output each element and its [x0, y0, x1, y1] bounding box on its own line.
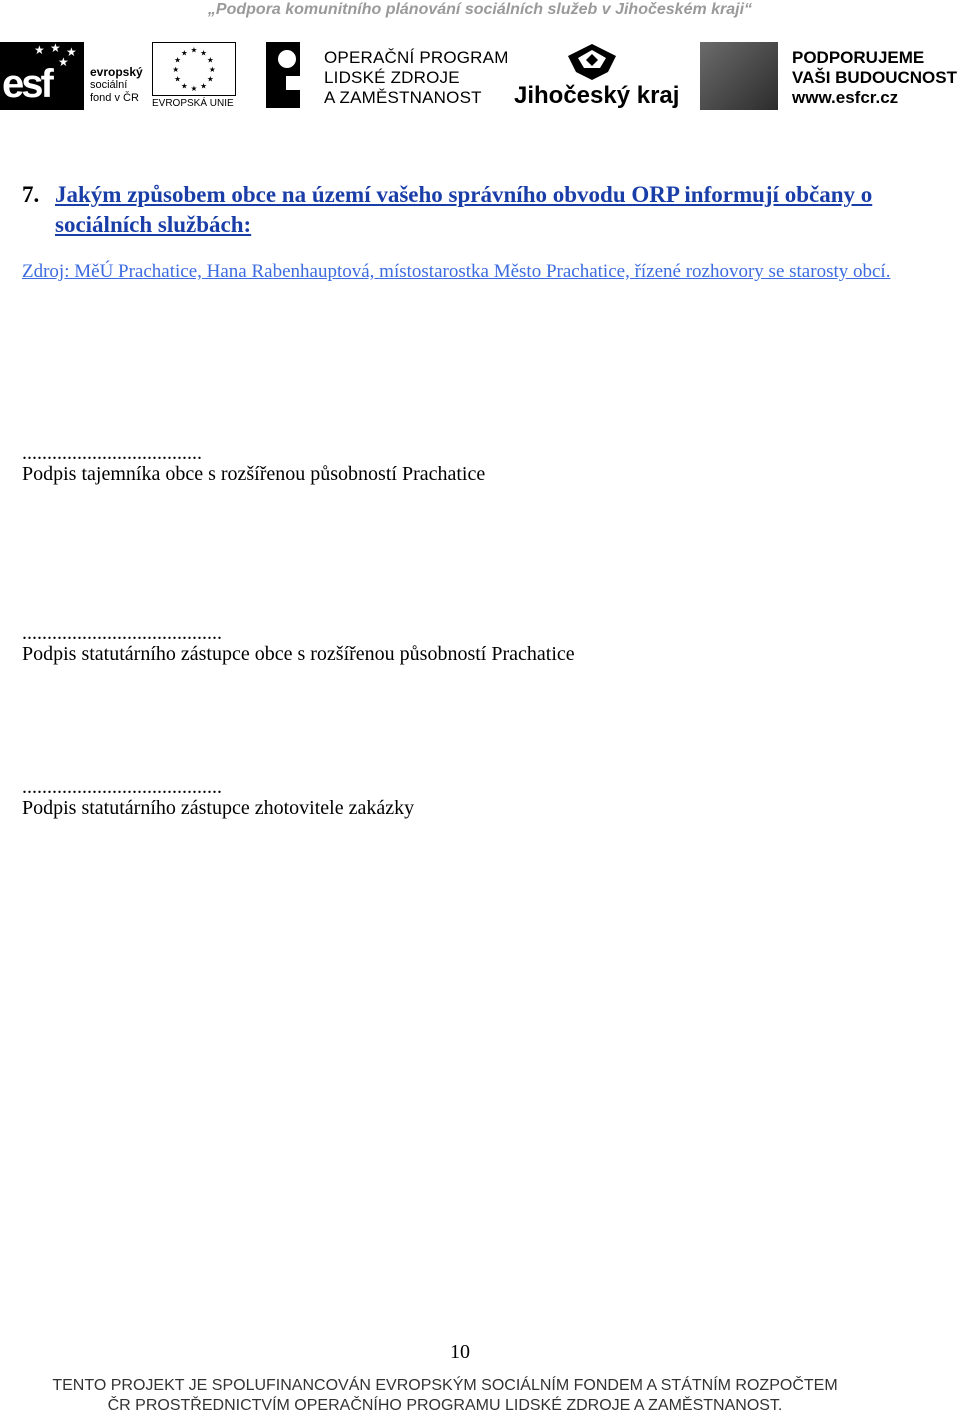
op-line-2: LIDSKÉ ZDROJE	[324, 68, 460, 87]
svg-text:★: ★	[208, 64, 216, 74]
logo-bar	[0, 40, 960, 112]
section-number: 7.	[22, 182, 40, 207]
footer-line-2: ČR PROSTŘEDNICTVÍM OPERAČNÍHO PROGRAMU LIDSKÉ ZDROJE A ZAMĚSTNANOST.	[107, 1397, 783, 1414]
eu-caption: EVROPSKÁ UNIE	[152, 98, 234, 109]
signature-label: Podpis tajemníka obce s rozšířenou působností Prachatice	[22, 463, 486, 485]
signature-label: Podpis statutárního zástupce zhotovitele zakázky	[22, 797, 415, 819]
eu-stars-icon	[152, 42, 236, 96]
svg-text:★: ★	[206, 74, 214, 84]
esf-mark-icon: ★ ★ ★ ★ esf	[0, 42, 84, 110]
pv-line-3: www.esfcr.cz	[792, 88, 899, 107]
podporujeme-text	[792, 48, 957, 108]
jihocesky-kraj-text: Jihočeský kraj	[514, 82, 680, 109]
esf-line-1: evropský	[90, 65, 143, 79]
signature-block	[22, 624, 575, 666]
esf-line-3: fond v ČR	[90, 92, 139, 104]
esf-logo	[0, 40, 148, 112]
jihocesky-kraj-emblem-icon	[564, 42, 620, 82]
svg-text:★: ★	[190, 84, 198, 94]
op-line-3: A ZAMĚSTNANOST	[324, 88, 482, 107]
footer	[0, 1376, 890, 1416]
jihocesky-kraj-logo	[512, 40, 690, 112]
pv-line-1: PODPORUJEME	[792, 48, 925, 67]
op-lzz-text	[324, 48, 509, 108]
svg-text:★: ★	[180, 48, 188, 58]
esf-text	[90, 66, 143, 105]
signature-block	[22, 444, 485, 486]
op-lzz-mark-icon	[266, 42, 300, 108]
svg-text:★: ★	[206, 55, 214, 65]
svg-text:★: ★	[180, 81, 188, 91]
footer-line-1: TENTO PROJEKT JE SPOLUFINANCOVÁN EVROPSKÝM SOCIÁLNÍM FONDEM A STÁTNÍM ROZPOČTEM	[52, 1377, 838, 1394]
svg-text:★: ★	[200, 81, 208, 91]
source-note-link[interactable]: Zdroj: MěÚ Prachatice, Hana Rabenhauptová, místostarostka Město Prachatice, řízené rozhovory se starosty obcí.	[22, 261, 891, 282]
podporujeme-mark-icon	[700, 42, 778, 110]
signature-label: Podpis statutárního zástupce obce s rozšířenou působností Prachatice	[22, 643, 575, 665]
svg-text:★: ★	[190, 45, 198, 55]
signature-line: ........................................	[22, 776, 222, 798]
pv-line-2: VAŠI BUDOUCNOST	[792, 68, 957, 87]
svg-text:★: ★	[172, 64, 180, 74]
op-lzz-logo	[266, 40, 516, 112]
eu-logo	[152, 40, 238, 112]
running-header: „Podpora komunitního plánování sociálních služeb v Jihočeském kraji“	[207, 1, 753, 18]
signature-line: ....................................	[22, 442, 202, 464]
section-title: Jakým způsobem obce na území vašeho správního obvodu ORP informují občany o sociálních službách:	[55, 182, 873, 237]
svg-text:★: ★	[200, 48, 208, 58]
signature-block	[22, 778, 414, 820]
podporujeme-logo	[700, 40, 960, 112]
signature-line: ........................................	[22, 622, 222, 644]
esf-line-2: sociální	[90, 79, 128, 91]
svg-text:★: ★	[174, 74, 182, 84]
section-heading	[22, 180, 922, 240]
op-line-1: OPERAČNÍ PROGRAM	[324, 48, 509, 67]
svg-text:★: ★	[174, 55, 182, 65]
page-number: 10	[450, 1341, 470, 1363]
